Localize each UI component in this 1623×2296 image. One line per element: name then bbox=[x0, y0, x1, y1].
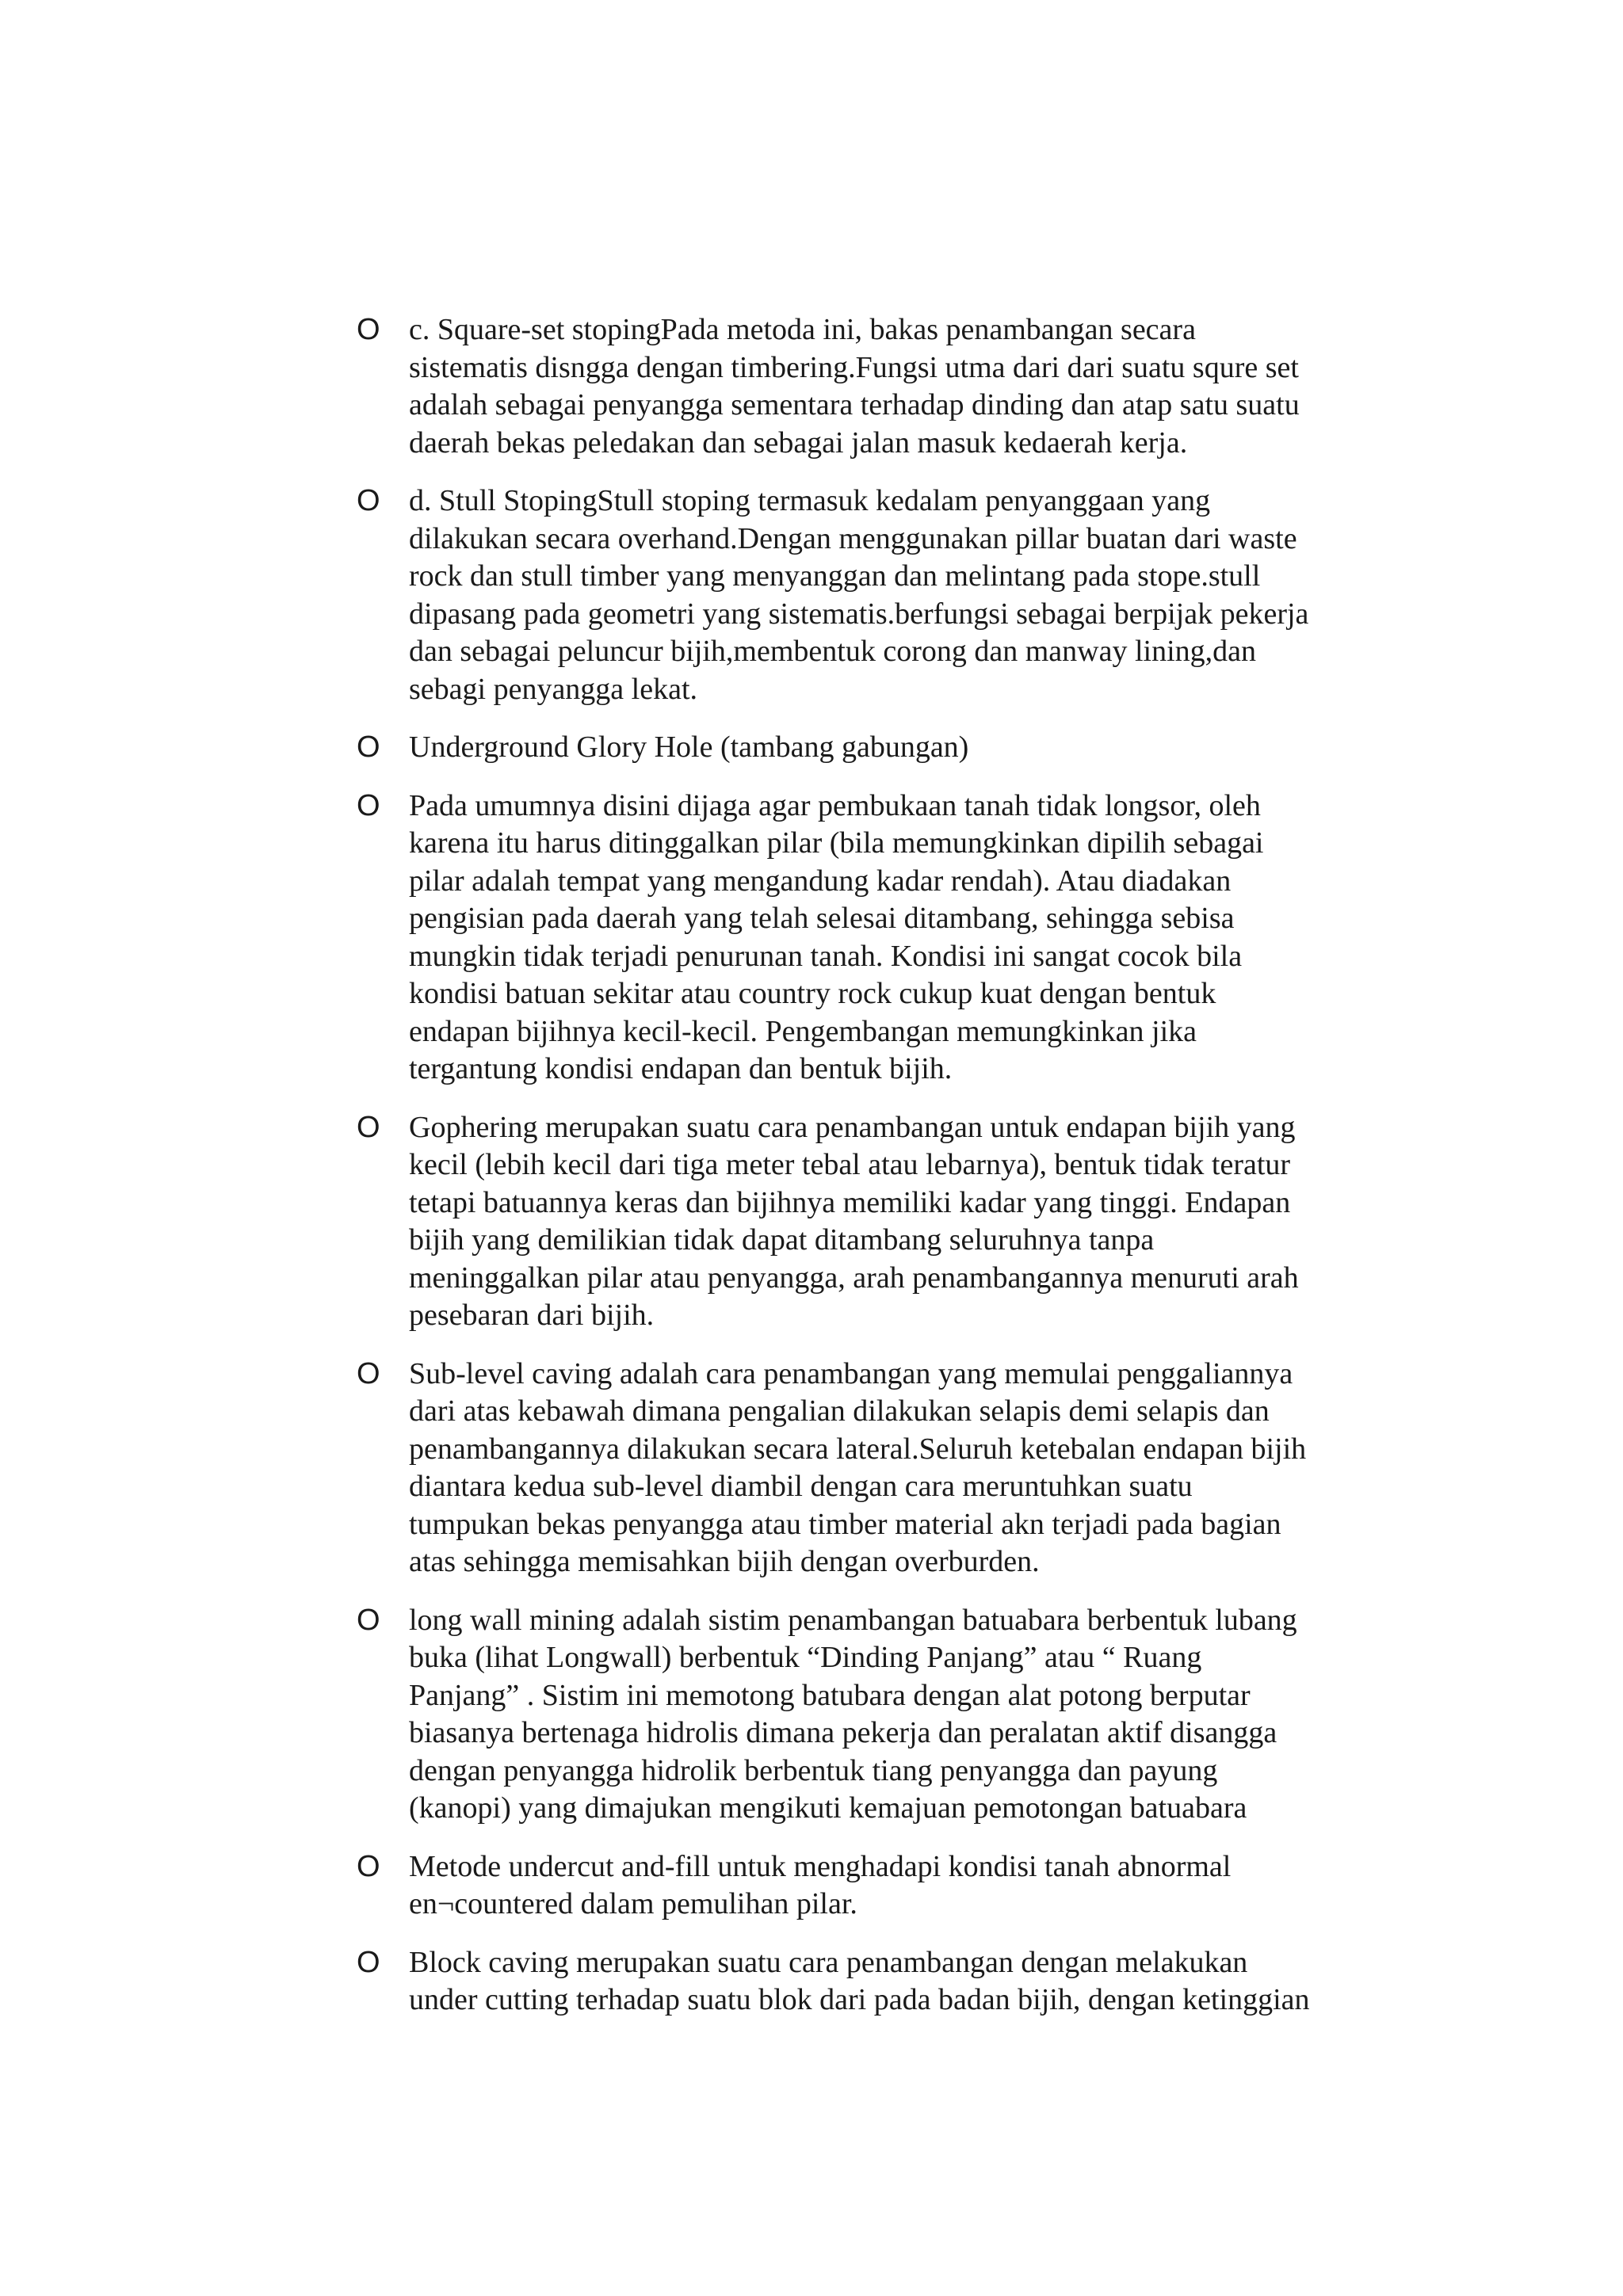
list-item bbox=[357, 1944, 1403, 2019]
list-item bbox=[357, 1848, 1403, 1924]
bullet-marker: O bbox=[357, 313, 380, 346]
bullet-marker: O bbox=[357, 484, 380, 517]
bullet-marker: O bbox=[357, 1356, 380, 1390]
paragraph-text: long wall mining adalah sistim penambangan batuabara berbentuk lubang buka (lihat Longwall) berbentuk “Dinding Panjang” atau “ Ruang Panjang” . Sistim ini memotong batubara dengan alat potong berputar biasanya bertenaga hidrolis dimana pekerja dan peralatan aktif disangga dengan penyangga hidrolik berbentuk tiang penyangga dan payung (kanopi) yang dimajukan mengikuti kemajuan pemotongan batuabara bbox=[409, 1603, 1297, 1825]
bullet-marker: O bbox=[357, 1603, 380, 1637]
bullet-marker: O bbox=[357, 730, 380, 764]
list-item bbox=[357, 1109, 1403, 1335]
bullet-list bbox=[357, 311, 1403, 2040]
list-item bbox=[357, 1356, 1403, 1581]
paragraph-text: d. Stull StopingStull stoping termasuk kedalam penyanggaan yang dilakukan secara overhand.Dengan menggunakan pillar buatan dari waste rock dan stull timber yang menyanggan dan melintang pada stope.stull dipasang pada geometri yang sistematis.berfungsi sebagai berpijak pekerja dan sebagai peluncur bijih,membentuk corong dan manway lining,dan sebagi penyangga lekat. bbox=[409, 484, 1309, 706]
paragraph-text: Gophering merupakan suatu cara penambangan untuk endapan bijih yang kecil (lebih kecil dari tiga meter tebal atau lebarnya), bentuk tidak teratur tetapi batuannya keras dan bijihnya memiliki kadar yang tinggi. Endapan bijih yang demilikian tidak dapat ditambang seluruhnya tanpa meninggalkan pilar atau penyangga, arah penambangannya menuruti arah pesebaran dari bijih. bbox=[409, 1110, 1299, 1332]
bullet-marker: O bbox=[357, 788, 380, 822]
bullet-marker: O bbox=[357, 1110, 380, 1144]
list-item bbox=[357, 311, 1403, 462]
list-item bbox=[357, 729, 1403, 767]
paragraph-text: Metode undercut and-fill untuk menghadapi kondisi tanah abnormal en¬countered dalam pemulihan pilar. bbox=[409, 1849, 1232, 1920]
paragraph-text: Block caving merupakan suatu cara penambangan dengan melakukan under cutting terhadap suatu blok dari pada badan bijih, dengan ketinggian bbox=[409, 1945, 1310, 2016]
bullet-marker: O bbox=[357, 1945, 380, 1979]
list-item bbox=[357, 1602, 1403, 1828]
bullet-marker: O bbox=[357, 1849, 380, 1883]
paragraph-text: Underground Glory Hole (tambang gabungan) bbox=[409, 730, 969, 764]
paragraph-text: Pada umumnya disini dijaga agar pembukaan tanah tidak longsor, oleh karena itu harus ditinggalkan pilar (bila memungkinkan dipilih sebagai pilar adalah tempat yang mengandung kadar rendah). Atau diadakan pengisian pada daerah yang telah selesai ditambang, sehingga sebisa mungkin tidak terjadi penurunan tanah. Kondisi ini sangat cocok bila kondisi batuan sekitar atau country rock cukup kuat dengan bentuk endapan bijihnya kecil-kecil. Pengembangan memungkinkan jika tergantung kondisi endapan dan bentuk bijih. bbox=[409, 788, 1264, 1085]
paragraph-text: Sub-level caving adalah cara penambangan yang memulai penggaliannya dari atas kebawah dimana pengalian dilakukan selapis demi selapis dan penambangannya dilakukan secara lateral.Seluruh ketebalan endapan bijih diantara kedua sub-level diambil dengan cara meruntuhkan suatu tumpukan bekas penyangga atau timber material akn terjadi pada bagian atas sehingga memisahkan bijih dengan overburden. bbox=[409, 1356, 1307, 1578]
paragraph-text: c. Square-set stopingPada metoda ini, bakas penambangan secara sistematis disngga dengan timbering.Fungsi utma dari dari suatu squre set adalah sebagai penyangga sementara terhadap dinding dan atap satu suatu daerah bekas peledakan dan sebagai jalan masuk kedaerah kerja. bbox=[409, 313, 1300, 460]
list-item bbox=[357, 482, 1403, 708]
list-item bbox=[357, 788, 1403, 1089]
